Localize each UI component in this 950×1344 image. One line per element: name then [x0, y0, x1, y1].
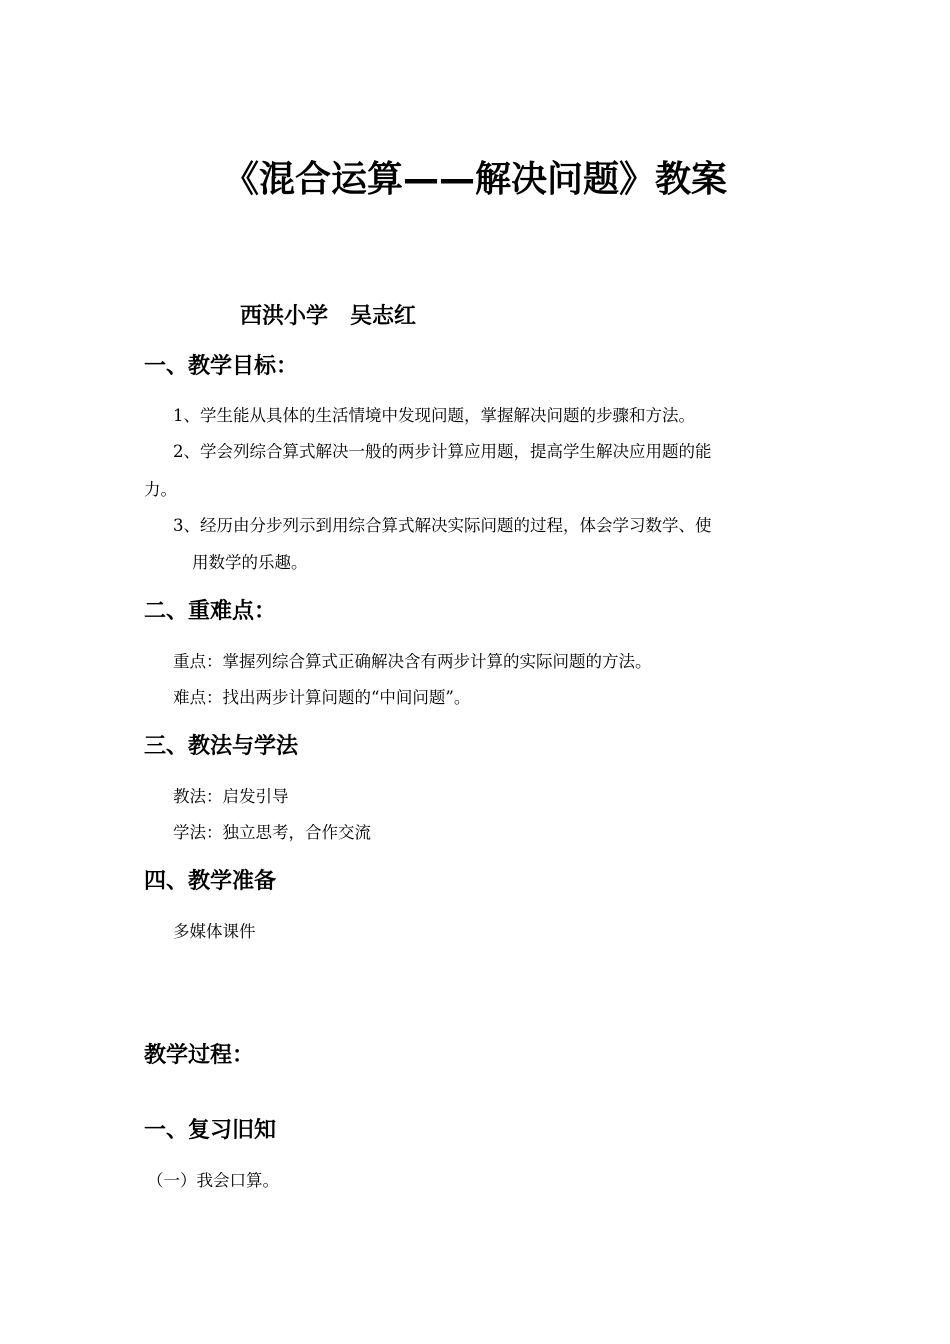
difficult-point-text: 难点：找出两步计算问题的“中间问题”。 [173, 688, 471, 707]
goal-item-2-line-2: 力。 [144, 480, 177, 499]
goal-item-1: 1、学生能从具体的生活情境中发现问题，掌握解决问题的步骤和方法。 [173, 406, 695, 425]
goal-item-3-line-1: 3、经历由分步列示到用综合算式解决实际问题的过程，体会学习数学、使 [173, 516, 712, 535]
document-title: 《混合运算——解决问题》教案 [222, 159, 727, 200]
section-heading-goals: 一、教学目标： [144, 354, 299, 379]
review-heading: 一、复习旧知 [144, 1118, 277, 1143]
goal-item-3-line-2: 用数学的乐趣。 [192, 553, 308, 572]
key-point-text: 重点：掌握列综合算式正确解决含有两步计算的实际问题的方法。 [173, 652, 652, 671]
author-line: 西洪小学 吴志红 [240, 304, 417, 329]
section-heading-preparation: 四、教学准备 [144, 869, 277, 894]
teaching-method-text: 教法：启发引导 [173, 787, 289, 806]
learning-method-text: 学法：独立思考，合作交流 [173, 823, 371, 842]
process-heading: 教学过程： [144, 1043, 255, 1068]
section-heading-key-points: 二、重难点： [144, 599, 277, 624]
review-item-1: （一）我会口算。 [147, 1171, 279, 1190]
section-heading-methods: 三、教法与学法 [144, 734, 299, 759]
preparation-item: 多媒体课件 [173, 922, 256, 941]
goal-item-2-line-1: 2、学会列综合算式解决一般的两步计算应用题，提高学生解决应用题的能 [173, 442, 712, 461]
